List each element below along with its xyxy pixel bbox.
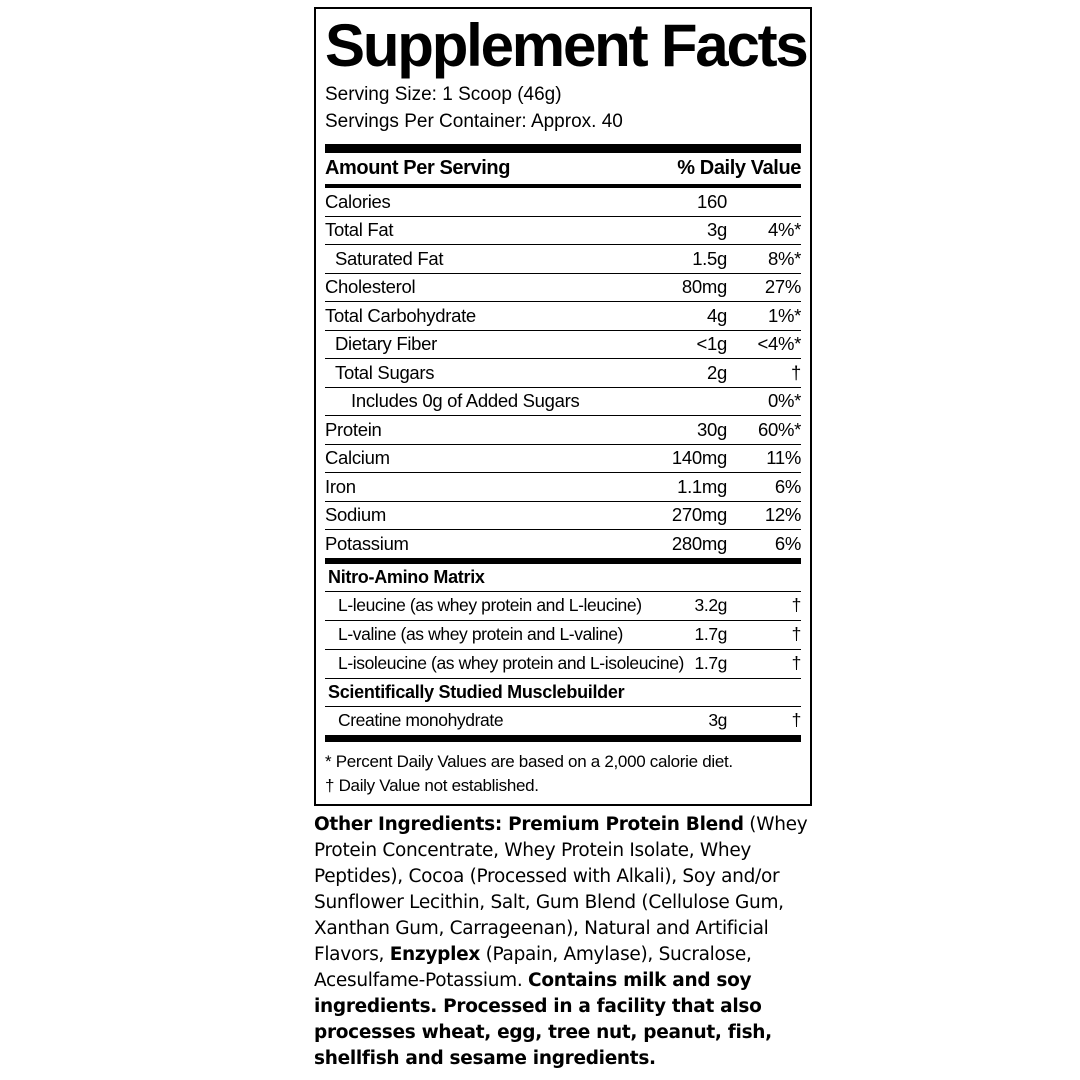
nutrient-dv: 6%	[774, 475, 801, 497]
nutrient-amount: 2g	[707, 361, 727, 383]
nutrient-row-sodium	[325, 502, 801, 531]
nutrient-dv: 12%	[764, 504, 801, 526]
ingredients-text-1: (Whey Protein Concentrate, Whey Protein Isolate, Whey Peptides), Cocoa (Processed with Alkali), Soy and/or Sunflower Lecithin, Salt, Gum Blend (Cellulose Gum, Xanthan Gum, Carrageenan), Natural and Artificial Flavors,	[314, 814, 808, 965]
nutrient-row-cholesterol	[325, 274, 801, 303]
nutrient-name: Sodium	[325, 504, 386, 526]
servings-per-container: Servings Per Container: Approx. 40	[325, 111, 623, 132]
nutrient-amount: 160	[697, 190, 727, 212]
ingredient-dv: †	[791, 624, 801, 644]
nutrient-amount: 140mg	[671, 447, 727, 469]
ingredients-enzyplex: Enzyplex	[389, 944, 481, 965]
matrix-row-isoleucine	[325, 650, 801, 679]
nutrient-row-added-sugars	[325, 388, 801, 417]
supplement-facts-panel	[314, 7, 812, 806]
musclebuilder-title: Scientifically Studied Musclebuilder	[325, 679, 801, 707]
nutrient-row-saturated-fat	[325, 245, 801, 274]
nutrient-row-total-carbohydrate	[325, 302, 801, 331]
nutrient-name: Saturated Fat	[335, 247, 444, 269]
nutrient-row-protein	[325, 416, 801, 445]
nutrient-dv: 8%*	[767, 247, 801, 269]
nutrient-name: Total Carbohydrate	[325, 304, 476, 326]
ingredient-name: L-isoleucine (as whey protein and L-isoleucine)	[338, 653, 684, 673]
footnote-dagger: † Daily Value not established.	[325, 775, 539, 795]
nutrient-row-total-fat	[325, 217, 801, 246]
ingredients-text-2: (Papain, Amylase), Sucralose, Acesulfame-Potassium.	[314, 944, 752, 991]
nutrient-dv: 6%	[774, 532, 801, 554]
ingredient-name: L-valine (as whey protein and L-valine)	[338, 624, 623, 644]
matrix-title: Nitro-Amino Matrix	[325, 564, 801, 592]
nutrient-dv: 4%*	[767, 219, 801, 241]
nutrient-dv: 27%	[764, 276, 801, 298]
nutrient-dv: 0%*	[767, 390, 801, 412]
nutrient-name: Total Sugars	[335, 361, 435, 383]
nutrient-name: Includes 0g of Added Sugars	[351, 390, 580, 412]
nutrient-amount: 4g	[707, 304, 727, 326]
nutrient-amount: 280mg	[671, 532, 727, 554]
matrix-row-valine	[325, 621, 801, 650]
footnotes	[325, 742, 801, 798]
nutrient-amount: 270mg	[671, 504, 727, 526]
nutrient-dv: 11%	[766, 447, 801, 469]
musclebuilder-row-creatine	[325, 707, 801, 735]
ingredient-amount: 1.7g	[694, 653, 727, 673]
ingredient-name: L-leucine (as whey protein and L-leucine)	[338, 595, 642, 615]
ingredient-amount: 1.7g	[694, 624, 727, 644]
nutrient-amount: <1g	[696, 333, 727, 355]
nutrient-name: Potassium	[325, 532, 409, 554]
serving-size: Serving Size: 1 Scoop (46g)	[325, 84, 562, 105]
nutrient-name: Protein	[325, 418, 382, 440]
footnote-daily-values: * Percent Daily Values are based on a 2,000 calorie diet.	[325, 751, 733, 771]
nutrient-row-potassium	[325, 530, 801, 558]
ingredient-dv: †	[791, 653, 801, 673]
nutrient-amount: 30g	[697, 418, 727, 440]
nutrient-row-iron	[325, 473, 801, 502]
nutrient-row-calcium	[325, 445, 801, 474]
matrix-row-leucine	[325, 592, 801, 621]
nutrient-amount: 80mg	[681, 276, 727, 298]
nutrient-name: Iron	[325, 475, 356, 497]
nutrient-name: Cholesterol	[325, 276, 416, 298]
header-daily-value: % Daily Value	[677, 157, 801, 179]
nutrient-name: Calcium	[325, 447, 390, 469]
header-amount: Amount Per Serving	[325, 157, 511, 179]
ingredient-amount: 3g	[708, 710, 727, 730]
nutrient-row-calories	[325, 188, 801, 217]
ingredient-dv: †	[791, 595, 801, 615]
nutrient-row-total-sugars	[325, 359, 801, 388]
nutrient-dv: 1%*	[767, 304, 801, 326]
ingredient-amount: 3.2g	[694, 595, 727, 615]
nutrient-name: Total Fat	[325, 219, 394, 241]
ingredient-name: Creatine monohydrate	[338, 710, 504, 730]
nutrient-dv: <4%*	[757, 333, 801, 355]
nutrient-name: Calories	[325, 190, 391, 212]
ingredients-label: Other Ingredients: Premium Protein Blend	[314, 814, 744, 835]
panel-title: Supplement Facts	[325, 12, 807, 79]
divider-thick	[325, 735, 801, 742]
divider-thick	[325, 144, 801, 153]
nutrient-amount: 1.1mg	[677, 475, 727, 497]
nutrient-dv: 60%*	[757, 418, 801, 440]
nutrient-name: Dietary Fiber	[335, 333, 437, 355]
column-header	[325, 153, 801, 184]
other-ingredients	[314, 812, 814, 1072]
nutrient-amount: 1.5g	[692, 247, 727, 269]
nutrient-amount: 3g	[707, 219, 727, 241]
ingredient-dv: †	[791, 710, 801, 730]
nutrient-dv: †	[791, 361, 801, 383]
allergen-statement: Contains milk and soy ingredients. Processed in a facility that also processes wheat, egg, tree nut, peanut, fish, shellfish and sesame ingredients.	[314, 970, 772, 1069]
nutrient-row-dietary-fiber	[325, 331, 801, 360]
